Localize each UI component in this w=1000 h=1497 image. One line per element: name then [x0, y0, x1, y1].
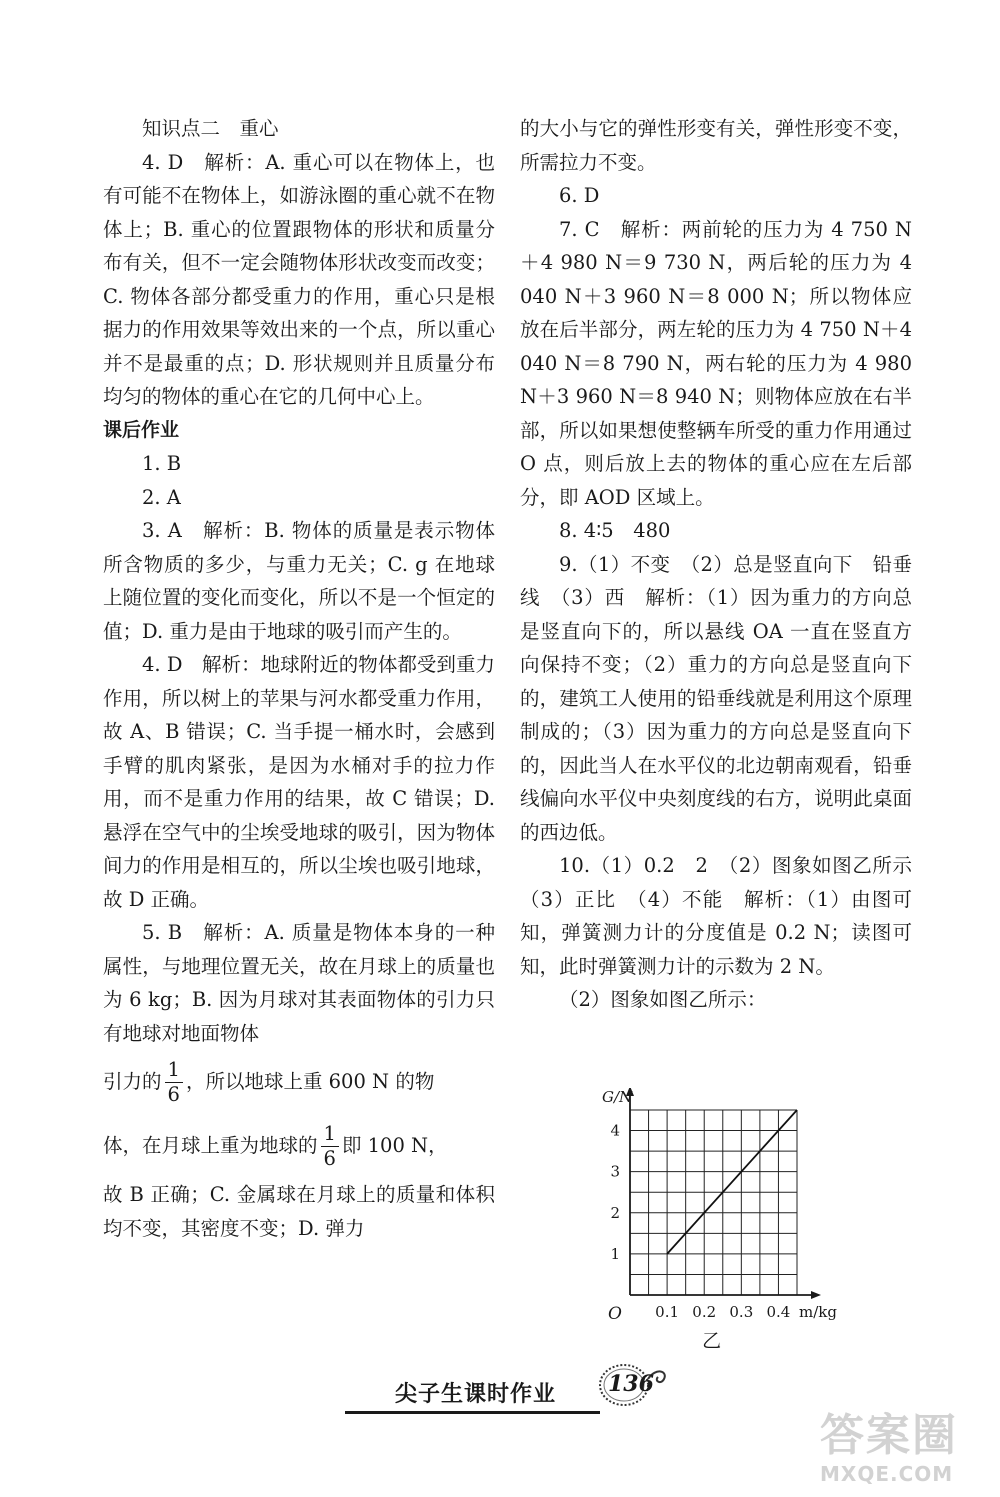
answer-7: 7. C 解析：两前轮的压力为 4 750 N＋4 980 N＝9 730 N，两后轮的压力为 4 040 N＋3 960 N＝8 000 N；所以物体应放在后半部分，两左轮的压力为 4 750 N＋4 040 N＝8 790 N，两右轮的压力为 4 980 N＋3 960 N＝8 940 N；则物体应放在右半部，所以如果想使整辆车所受的重力作用通过 O 点，则后放上去的物体的重心应在左后部分，即 AOD 区域上。 [520, 217, 912, 509]
watermark-text: 答案圈 [820, 1410, 958, 1461]
answer-3: 3. A 解析：B. 物体的质量是表示物体所含物质的多少，与重力无关；C. g 在地球上随位置的变化而变化，所以不是一个恒定的值；D. 重力是由于地球的吸引而产生的。 [103, 519, 495, 643]
page-number-badge [598, 1357, 670, 1419]
frac-line2-pre: 体，在月球上重为地球的 [103, 1134, 318, 1157]
left-column [103, 112, 495, 1245]
y-tick-label: 4 [610, 1121, 620, 1140]
answer-10-part2: （2）图象如图乙所示： [559, 988, 767, 1011]
frac-line1-post: ，所以地球上重 600 N 的物 [185, 1070, 435, 1093]
fraction-one-sixth [165, 1058, 183, 1107]
footer-rule [345, 1411, 600, 1414]
answer-5-part2: 故 B 正确；C. 金属球在月球上的质量和体积均不变，其密度不变；D. 弹力 [103, 1183, 495, 1240]
answer-4-gravity-center: 4. D 解析：A. 重心可以在物体上，也有可能不在物体上，如游泳圈的重心就不在物体上；B. 重心的位置跟物体的形状和质量分布有关，但不一定会随物体形状改变而改变；C. 物体各部分都受重力的作用，重心只是根据力的作用效果等效出来的一个点，所以重心并不是最重的点；D. 形状规则并且质量分布均匀的物体的重心在它的几何中心上。 [103, 150, 495, 408]
homework-heading: 课后作业 [103, 418, 180, 441]
fraction-denominator-2: 6 [323, 1147, 336, 1170]
answer-6: 6. D [559, 184, 600, 207]
fraction-one-sixth-2 [321, 1122, 339, 1171]
answer-5-continued: 的大小与它的弹性形变有关，弹性形变不变，所需拉力不变。 [520, 117, 912, 174]
answer-2: 2. A [142, 485, 181, 509]
x-tick-label: 0.1 [655, 1303, 680, 1321]
fraction-numerator-2: 1 [321, 1122, 339, 1147]
origin-label: O [608, 1304, 622, 1324]
frac-line1-pre: 引力的 [103, 1070, 162, 1093]
y-tick-label: 1 [610, 1244, 620, 1263]
y-tick-labels [610, 1122, 620, 1263]
watermark [820, 1410, 995, 1495]
answer-8: 8. 4∶5 480 [559, 519, 671, 542]
y-tick-label: 2 [610, 1203, 620, 1222]
x-tick-labels [655, 1303, 790, 1321]
chart-g-vs-m [600, 1088, 860, 1348]
answer-9: 9.（1）不变 （2）总是竖直向下 铅垂线 （3）西 解析：（1）因为重力的方向总是竖直向下的，所以悬线 OA 一直在竖直方向保持不变；（2）重力的方向总是竖直向下的，建筑工人使用的铅垂线就是利用这个原理制成的；（3）因为重力的方向总是竖直向下的，因此当人在水平仪的北边朝南观看，铅垂线偏向水平仪中央刻度线的右方，说明此桌面的西边低。 [520, 552, 912, 844]
fraction-denominator: 6 [167, 1083, 180, 1106]
answer-5-fraction-line-2 [103, 1114, 495, 1178]
x-tick-label: 0.3 [729, 1303, 754, 1321]
footer-book-title: 尖子生课时作业 [395, 1382, 557, 1407]
y-axis-label: G/N [602, 1088, 633, 1106]
answer-5-part1: 5. B 解析：A. 质量是物体本身的一种属性，与地理位置无关，故在月球上的质量也为 6 kg；B. 因为月球对其表面物体的引力只有地球对地面物体 [103, 921, 495, 1045]
x-tick-label: 0.2 [692, 1303, 717, 1321]
chart-caption: 乙 [702, 1330, 722, 1348]
x-axis-label: m/kg [799, 1303, 837, 1321]
answer-4: 4. D 解析：地球附近的物体都受到重力作用，所以树上的苹果与河水都受重力作用，故 A、B 错误；C. 当手提一桶水时，会感到手臂的肌肉紧张，是因为水桶对手的拉力作用，而不是重力作用的结果，故 C 错误；D. 悬浮在空气中的尘埃受地球的吸引，因为物体间力的作用是相互的，所以尘埃也吸引地球，故 D 正确。 [103, 653, 495, 911]
fraction-numerator: 1 [165, 1058, 183, 1083]
y-tick-label: 3 [610, 1162, 620, 1181]
watermark-url: MXQE.COM [820, 1462, 954, 1486]
frac-line2-post: 即 100 N， [341, 1134, 448, 1157]
answer-10: 10.（1）0.2 2 （2）图象如图乙所示 （3）正比 （4）不能 解析：（1）由图可知，弹簧测力计的分度值是 0.2 N；读图可知，此时弹簧测力计的示数为 2 N。 [520, 854, 932, 978]
series-line [667, 1110, 797, 1254]
section-title: 知识点二 重心 [142, 117, 279, 140]
chart-series [667, 1110, 797, 1254]
x-axis-arrow [811, 1291, 821, 1299]
answer-5-fraction-line-1 [103, 1050, 495, 1114]
answer-1: 1. B [142, 452, 182, 475]
x-tick-label: 0.4 [766, 1303, 791, 1321]
right-column [520, 112, 932, 1017]
page-number: 136 [608, 1371, 654, 1397]
